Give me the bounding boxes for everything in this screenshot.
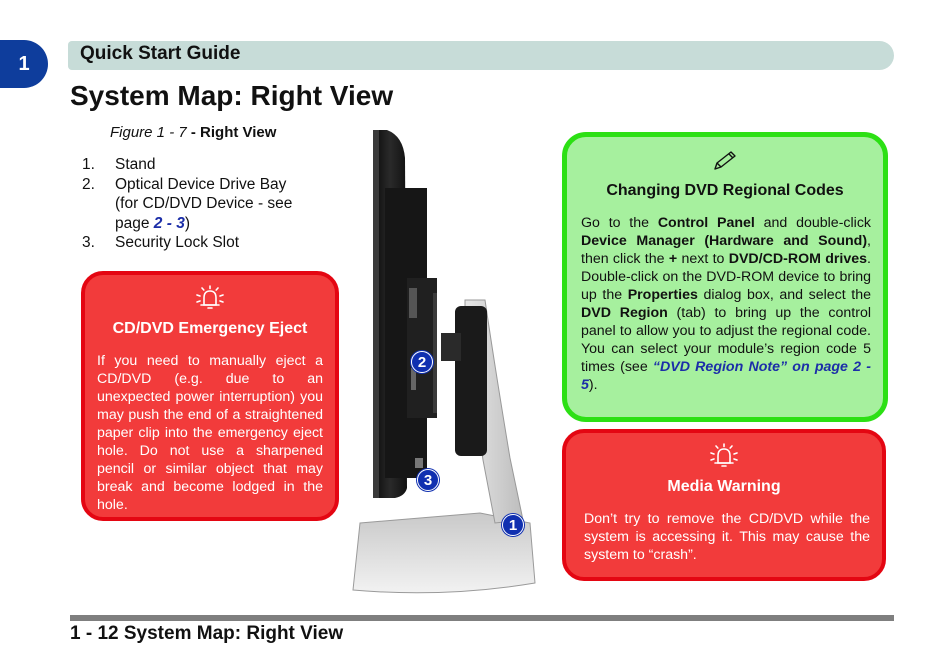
legend-num: 3. [82,234,95,251]
legend-text: Stand [115,156,156,173]
legend-text: Security Lock Slot [115,234,240,251]
page-title: System Map: Right View [70,80,394,111]
figure-title: - Right View [186,124,277,141]
emergency-eject-box [81,271,339,521]
media-warning-box [562,429,886,581]
media-warning-body: Don’t try to remove the CD/DVD while the system is accessing it. This may cause the system to “crash”. [584,511,870,563]
emergency-eject-body: If you need to manually eject a CD/DVD (e.g. due to an unexpected power interruption) you may push the end of a straightened paper clip into the emergency eject hole. Do not use a sharpened pencil or similar object that may break and become lodged in the hole. [97,353,323,513]
legend-line: ) [184,214,190,232]
footer-rule [70,615,894,621]
callout-2: 2 [411,351,433,373]
legend-item [82,175,322,234]
device-right-view-image [345,128,545,598]
callout-1: 1 [502,514,524,536]
warning-bell-icon [193,285,227,311]
legend-line: (for CD/DVD Device - see [115,195,293,212]
media-warning-title: Media Warning [667,478,781,495]
figure-caption [110,124,276,141]
dvd-region-title: Changing DVD Regional Codes [606,182,844,199]
footer-page-label: 1 - 12 System Map: Right View [70,623,344,644]
legend-num: 2. [82,175,95,193]
dvd-region-box [562,132,888,422]
figure-legend [82,155,322,253]
legend-line: Optical Device Drive Bay [115,175,287,193]
legend-item [82,155,322,175]
chapter-tab: 1 [0,40,48,88]
pencil-icon [712,150,738,172]
legend-text [115,175,292,234]
page-reference-link[interactable]: 2 - 3 [153,214,185,232]
dvd-region-note-link[interactable]: “DVD Region Note” on page 2 - 5 [581,359,871,393]
header-title: Quick Start Guide [80,43,241,64]
legend-line: page [115,214,154,232]
figure-label: Figure 1 - 7 [110,124,187,141]
dvd-region-body: Go to the Control Panel and double-click Device Manager (Hardware and Sound), then click the + next to DVD/CD-ROM drives. Double-click on the DVD-ROM device to bring up the Properties dialog box, and select the DVD Region (tab) to bring up the control panel to allow you to adjust the regional code. You can select your module’s region code 5 times (see “DVD Region Note” on page 2 - 5). [581,215,872,393]
callout-3: 3 [417,469,439,491]
legend-num: 1. [82,156,95,173]
warning-bell-icon [707,443,741,469]
legend-item [82,233,322,253]
emergency-eject-title: CD/DVD Emergency Eject [112,320,308,337]
